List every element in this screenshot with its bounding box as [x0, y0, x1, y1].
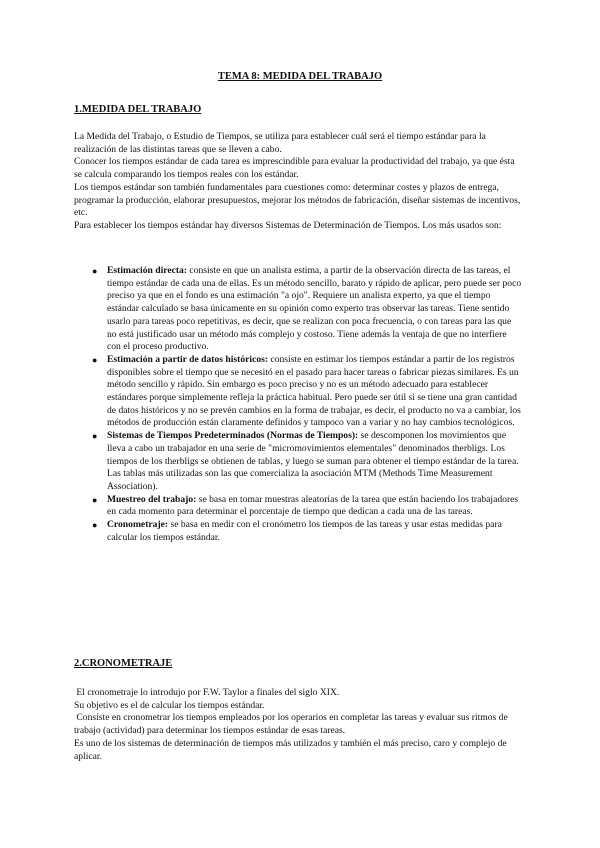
section-heading-medida-del-trabajo: 1.MEDIDA DEL TRABAJO: [74, 104, 202, 115]
bullet-text: se descomponen los movimientos que lleva a cabo un trabajador en una serie de "micromovimientos elementales" denominados therbligs. Los tiempos de los therbligs se obtienen de tablas, y luego se suman para obtener el tiempo estándar de la tarea. Las tablas más utilizadas son las que comercializa la asociación MTM (Methods Time Measurement Association).: [107, 430, 519, 492]
bullet-text: se basa en tomar muestras aleatorias de la tarea que están haciendo los trabajadores en cada momento para determinar el porcentaje de tiempo que dedican a cada una de las tareas.: [107, 493, 519, 518]
bullet-text: se basa en medir con el cronómetro los tiempos de las tareas y usar estas medidas para calcular los tiempos estándar.: [107, 519, 502, 543]
bullet-text: consiste en estimar los tiempos estándar a partir de los registros disponibles sobre el tiempo que se necesitó en el pasado para hacer tareas o fabricar piezas similares. Es un método sencillo y rápido. Sin embargo es poco preciso y no es un método adecuado para establecer estándares porque simplemente refleja la práctica habitual. Pero puede ser útil si se tiene una gran cantidad de datos históricos y no se prevén cambios en la forma de trabajar, es decir, el producto no va a cambiar, los métodos de producción están claramente definidos y tampoco van a variar y no hay cambios tecnológicos.: [107, 353, 521, 429]
document-title: TEMA 8: MEDIDA DEL TRABAJO: [217, 71, 383, 82]
paragraph: Su objetivo es el de calcular los tiempos estándar.: [74, 699, 265, 711]
list-item: [74, 354, 522, 430]
bullet-icon: ●: [92, 494, 98, 505]
paragraph: Consiste en cronometrar los tiempos empleados por los operarios en completar las tareas y evaluar sus ritmos de trabajo (actividad) para determinar los tiempos estándar de esas tareas.: [74, 712, 511, 737]
paragraph: Para establecer los tiempos estándar hay diversos Sistemas de Determinación de Tiempos. Los más usados son:: [74, 219, 502, 231]
bullet-icon: ●: [92, 431, 98, 442]
bullet-term: Estimación directa:: [107, 265, 188, 276]
list-item: [74, 494, 522, 519]
bullet-icon: ●: [92, 520, 98, 531]
paragraph: La Medida del Trabajo, o Estudio de Tiempos, se utiliza para establecer cuál será el tiempo estándar para la realización de las distintas tareas que se lleven a cabo.: [74, 131, 486, 155]
bullet-icon: ●: [92, 266, 98, 276]
methods-list: [74, 265, 522, 544]
paragraph: Es uno de los sistemas de determinación de tiempos más utilizados y también el más preciso, caro y complejo de aplicar.: [74, 737, 507, 762]
bullet-icon: ●: [92, 354, 98, 365]
bullet-term: Sistemas de Tiempos Predeterminados (Normas de Tiempos):: [107, 430, 359, 442]
list-item: [74, 519, 522, 544]
section1-intro: [74, 131, 522, 233]
paragraph: Los tiempos estándar son también fundamentales para cuestiones como: determinar costes y plazos de entrega, programar la producción, elaborar presupuestos, mejorar los métodos de fabricación, diseñar sistemas de incentivos, etc.: [74, 181, 521, 219]
section2-body: [74, 687, 522, 763]
list-item: [74, 265, 522, 354]
bullet-text: consiste en que un analista estima, a partir de la observación directa de las tareas, el tiempo estándar de cada una de ellas. Es un método sencillo, barato y rápido de aplicar, pero puede ser poco preciso ya que en el fondo es una estimación "a ojo". Requiere un analista experto, ya que el tiempo estándar calculado se basa únicamente en su opinión como experto tras observar las tareas. Tiene sentido usarlo para tareas poco repetitivas, es decir, que se realizan con poca frecuencia, o con tareas para las que no está justificado usar un método más complejo y costoso. Tiene además la ventaja de que no interfiere con el proceso productivo.: [107, 265, 522, 353]
bullet-term: Muestreo del trabajo:: [107, 493, 197, 505]
bullet-term: Estimación a partir de datos históricos:: [107, 353, 269, 365]
bullet-term: Cronometraje:: [107, 519, 169, 531]
section-heading-cronometraje: 2.CRONOMETRAJE: [74, 658, 173, 669]
list-item: [74, 430, 522, 494]
paragraph: Conocer los tiempos estándar de cada tarea es imprescindible para evaluar la productividad del trabajo, ya que ésta se calcula comparando los tiempos reales con los estándar.: [74, 156, 515, 181]
paragraph: El cronometraje lo introdujo por F.W. Taylor a finales del siglo XIX.: [74, 687, 340, 698]
